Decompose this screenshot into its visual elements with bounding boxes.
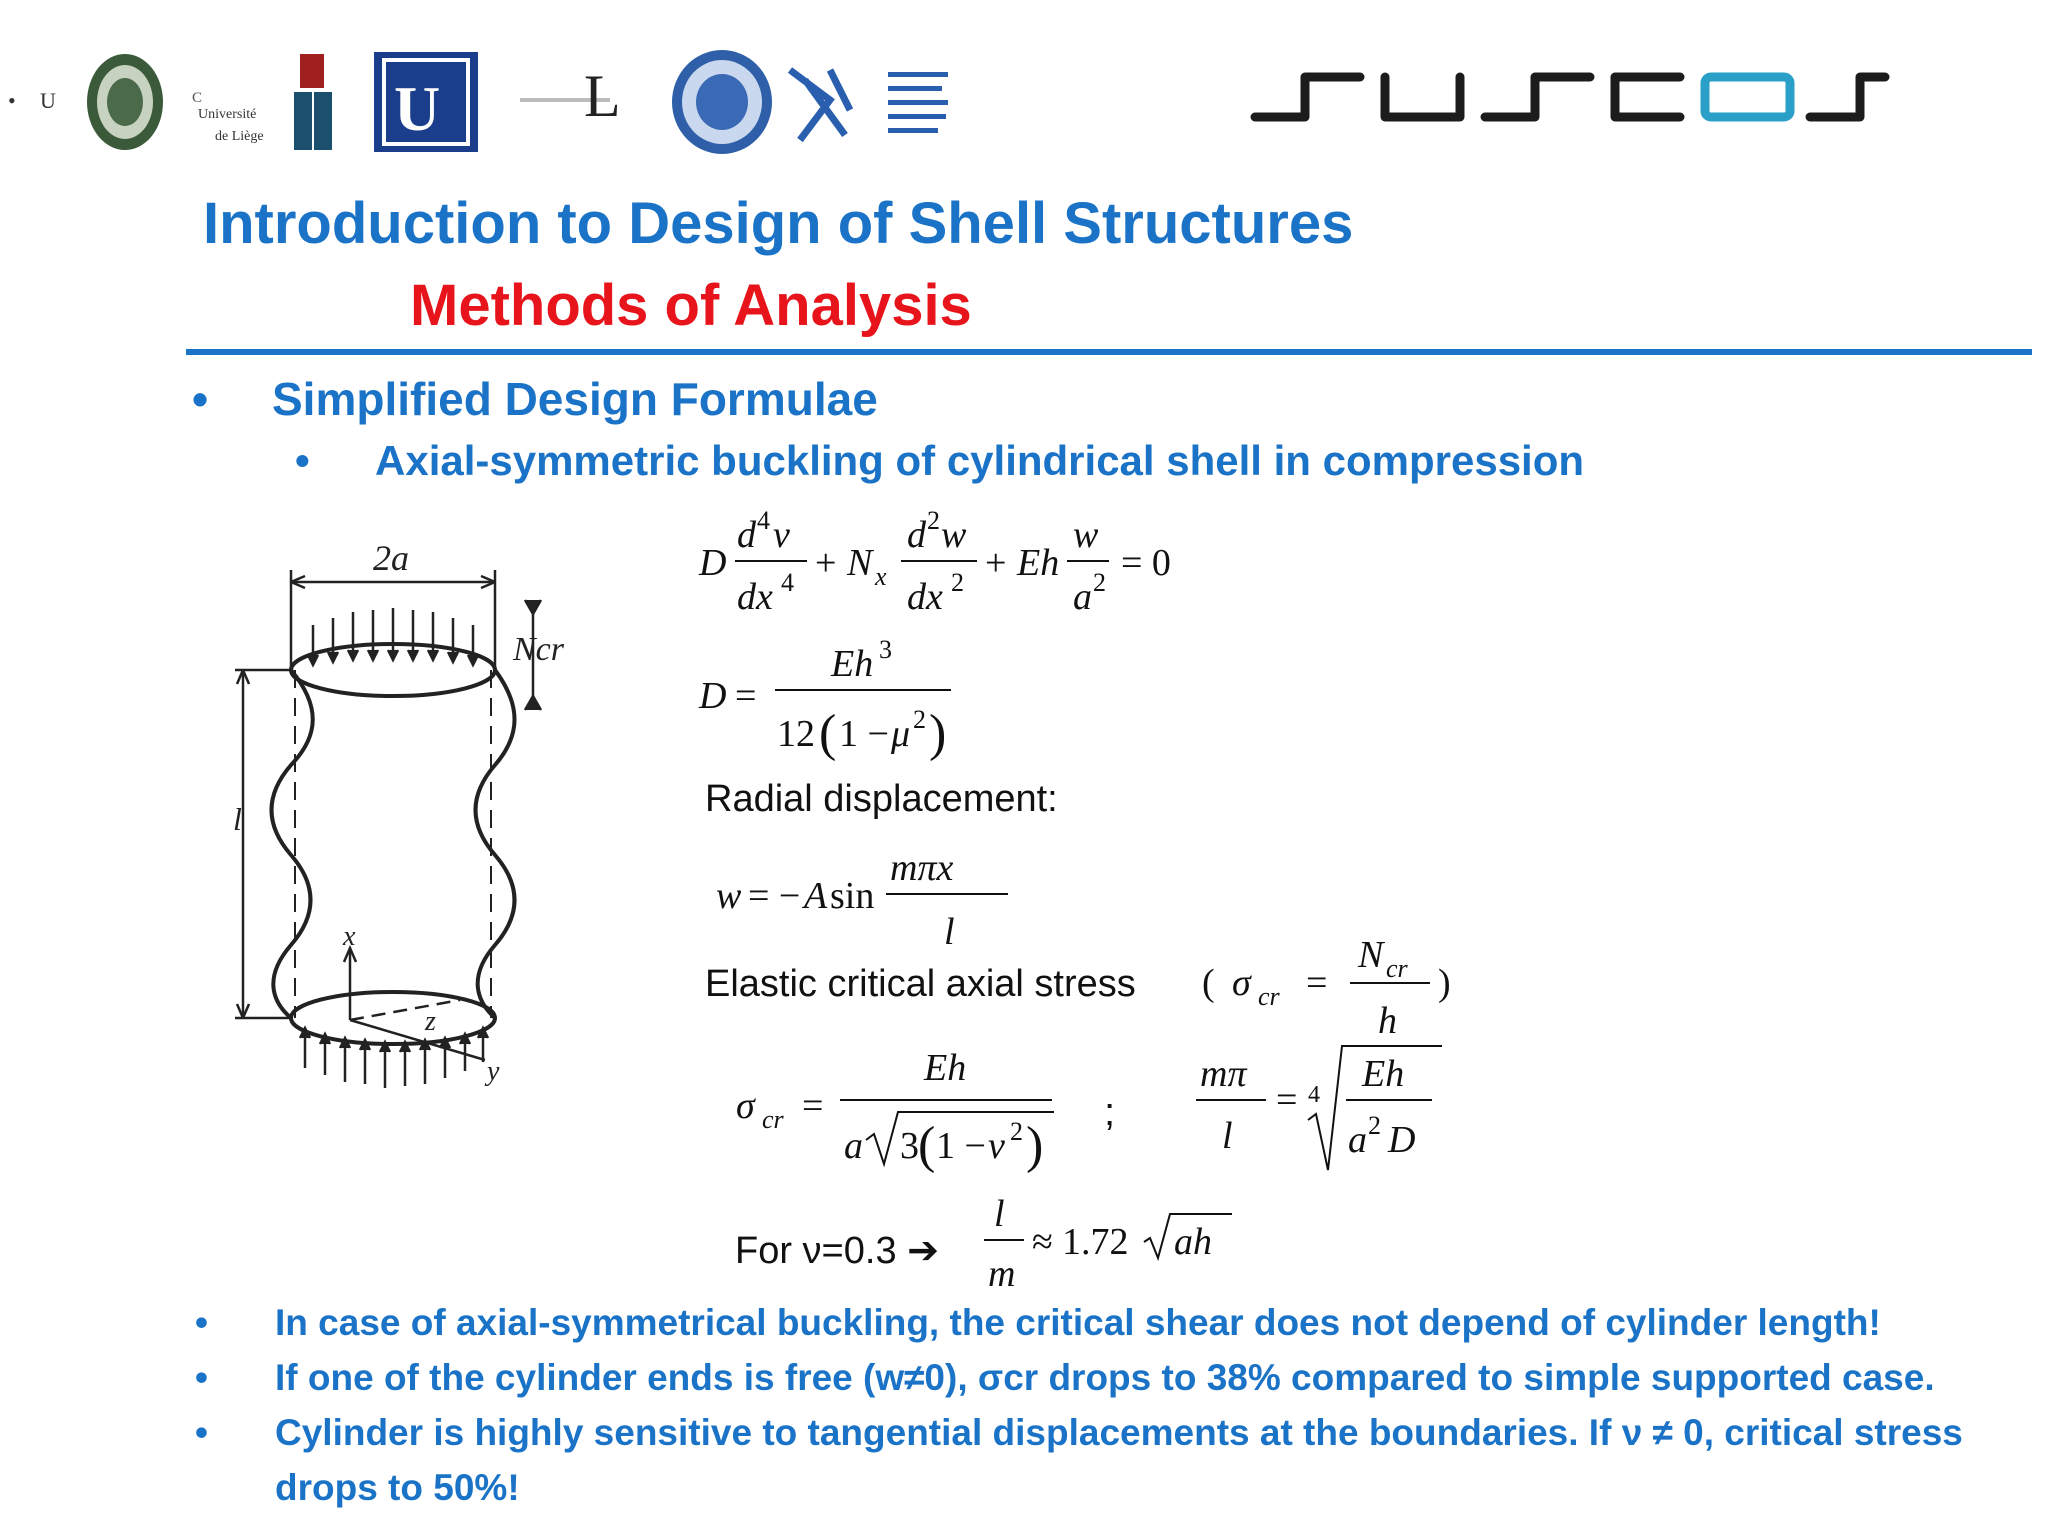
notes-list: [195, 1295, 2035, 1515]
svg-text:x: x: [875, 562, 887, 591]
svg-text:d: d: [737, 514, 756, 556]
svg-text:2: 2: [913, 705, 926, 734]
svg-text:2: 2: [1368, 1111, 1381, 1140]
svg-text:w: w: [941, 514, 967, 556]
note-item: • In case of axial-symmetrical buckling, the critical shear does not depend of cylinder length!: [195, 1302, 1881, 1343]
svg-text:1 −: 1 −: [936, 1125, 986, 1167]
note-text: In case of axial-symmetrical buckling, the critical shear does not depend of cylinder length!: [275, 1302, 1881, 1343]
svg-text:1 −: 1 −: [839, 713, 889, 755]
note-item: • Cylinder is highly sensitive to tangential displacements at the boundaries. If ν ≠ 0, critical stress drops to 50%!: [195, 1412, 1963, 1508]
svg-text:dx: dx: [737, 576, 773, 618]
equation-wave-number: [1192, 1040, 1452, 1180]
svg-text:=: =: [802, 1085, 824, 1127]
svg-text:(: (: [1202, 962, 1215, 1004]
bullet-level2: • Axial-symmetric buckling of cylindrical shell in compression: [295, 437, 1585, 484]
svg-text:=: =: [1276, 1079, 1298, 1121]
equation-critical-stress: [732, 1040, 1072, 1180]
liege-logo-icon: [192, 54, 332, 150]
blue-seal-logo-icon: [672, 50, 772, 154]
svg-text:+: +: [985, 542, 1007, 584]
svg-text:2: 2: [1093, 568, 1106, 597]
svg-text:Université: Université: [198, 107, 257, 122]
svg-text:= 0: = 0: [1121, 542, 1171, 584]
bullet-level2-text: Axial-symmetric buckling of cylindrical shell in compression: [375, 437, 1585, 484]
svg-text:ah: ah: [1174, 1221, 1212, 1263]
ctu-logo-icon: [790, 70, 948, 140]
svg-text:ν: ν: [988, 1125, 1005, 1167]
top-load-arrows: [308, 608, 478, 665]
svg-text:A: A: [804, 875, 828, 917]
svg-text:≈: ≈: [1032, 1221, 1053, 1263]
svg-text:D: D: [699, 542, 727, 584]
svg-text:=: =: [735, 675, 757, 717]
left-wall: [272, 670, 313, 1018]
svg-text:U: U: [394, 73, 441, 144]
l-logo-icon: [520, 63, 621, 129]
cylinder-buckling-figure: [225, 530, 585, 1090]
figure-label-2a: 2a: [373, 538, 409, 578]
page-subtitle: Methods of Analysis: [410, 273, 972, 338]
svg-text:mπ: mπ: [1200, 1053, 1247, 1095]
equation-half-wavelength: [980, 1190, 1250, 1300]
svg-text:+: +: [815, 542, 837, 584]
figure-label-z: z: [425, 1006, 436, 1037]
small-u-icon: U: [40, 88, 56, 113]
svg-text:4: 4: [781, 568, 794, 597]
svg-text:Eh: Eh: [924, 1047, 967, 1089]
svg-text:sin: sin: [830, 875, 875, 917]
svg-text:12: 12: [777, 713, 815, 755]
title-divider: [186, 349, 2032, 355]
svg-text:μ: μ: [891, 713, 911, 755]
note-text: If one of the cylinder ends is free (w≠0), σcr drops to 38% compared to simple supported case.: [275, 1357, 1935, 1398]
svg-text:L: L: [584, 63, 621, 129]
equation-sigma-definition: [1198, 925, 1478, 1045]
svg-text:cr: cr: [1258, 982, 1280, 1011]
figure-label-y: y: [487, 1056, 500, 1087]
svg-text:): ): [1438, 962, 1451, 1004]
svg-text:): ): [929, 705, 947, 762]
svg-text:): ): [1026, 1117, 1044, 1174]
equation-flexural-rigidity: [695, 630, 995, 770]
svg-text:1.72: 1.72: [1062, 1221, 1129, 1263]
for-nu-label: For ν=0.3 ➔: [735, 1230, 939, 1272]
svg-text:Eh: Eh: [1017, 542, 1060, 584]
svg-text:l: l: [1222, 1115, 1233, 1157]
partner-logos: [0, 40, 1000, 170]
svg-text:a: a: [844, 1125, 863, 1167]
page-title: Introduction to Design of Shell Structures: [203, 191, 1354, 256]
svg-text:h: h: [1378, 1000, 1397, 1042]
svg-text:σ: σ: [1232, 962, 1251, 1004]
svg-text:d: d: [907, 514, 926, 556]
bullet-level1-text: Simplified Design Formulae: [272, 373, 878, 425]
svg-text:w: w: [1073, 514, 1099, 556]
svg-text:cr: cr: [1386, 954, 1408, 983]
university-logos-strip: [0, 40, 1000, 170]
svg-text:σ: σ: [736, 1085, 755, 1127]
svg-text:l: l: [994, 1193, 1005, 1235]
svg-text:(: (: [819, 705, 837, 762]
svg-text:= −: = −: [748, 875, 801, 917]
radial-displacement-label: Radial displacement:: [705, 778, 1058, 820]
svg-text:C: C: [192, 90, 203, 106]
svg-text:2: 2: [1010, 1117, 1023, 1146]
svg-text:N: N: [847, 542, 873, 584]
suscos-brand-logo: [1250, 62, 1890, 132]
svg-text:m: m: [988, 1253, 1016, 1295]
svg-text:cr: cr: [762, 1105, 784, 1134]
small-mark-icon: •: [8, 88, 16, 113]
svg-text:dx: dx: [907, 576, 943, 618]
svg-text:Eh: Eh: [1362, 1053, 1405, 1095]
note-item: • If one of the cylinder ends is free (w≠0), σcr drops to 38% compared to simple supported case.: [195, 1357, 1935, 1398]
svg-text:a: a: [1348, 1119, 1367, 1161]
svg-text:Eh: Eh: [831, 643, 874, 685]
u-square-logo-icon: [374, 52, 478, 152]
svg-text:3: 3: [900, 1125, 919, 1167]
right-wall: [476, 670, 515, 1018]
svg-text:(: (: [918, 1117, 936, 1174]
bullet-level1: • Simplified Design Formulae: [192, 373, 878, 425]
svg-text:3: 3: [879, 635, 892, 664]
elastic-critical-label: Elastic critical axial stress: [705, 963, 1136, 1005]
svg-text:mπx: mπx: [890, 847, 954, 889]
equation-differential: [695, 505, 1215, 625]
svg-text:v: v: [773, 514, 790, 556]
svg-text:4: 4: [1308, 1082, 1320, 1108]
seal-logo-icon: [87, 54, 163, 150]
note-text: Cylinder is highly sensitive to tangential displacements at the boundaries. If ν ≠ 0, critical stress drops to 50%!: [275, 1412, 1963, 1508]
svg-text:a: a: [1073, 576, 1092, 618]
figure-label-l: l: [233, 801, 242, 837]
svg-text:=: =: [1306, 962, 1328, 1004]
figure-label-ncr: Ncr: [513, 631, 564, 668]
svg-text:2: 2: [927, 506, 940, 535]
svg-text:D: D: [1388, 1119, 1416, 1161]
equation-radial-displacement: [712, 840, 1032, 960]
svg-text:2: 2: [951, 568, 964, 597]
svg-text:4: 4: [757, 506, 770, 535]
semicolon-separator: ;: [1104, 1090, 1116, 1134]
svg-text:N: N: [1358, 934, 1384, 976]
svg-text:w: w: [716, 875, 742, 917]
svg-text:l: l: [944, 911, 955, 953]
svg-text:de Liège: de Liège: [215, 129, 264, 144]
svg-text:D: D: [699, 675, 727, 717]
z-axis-line: [350, 1000, 460, 1020]
figure-label-x: x: [343, 921, 356, 952]
